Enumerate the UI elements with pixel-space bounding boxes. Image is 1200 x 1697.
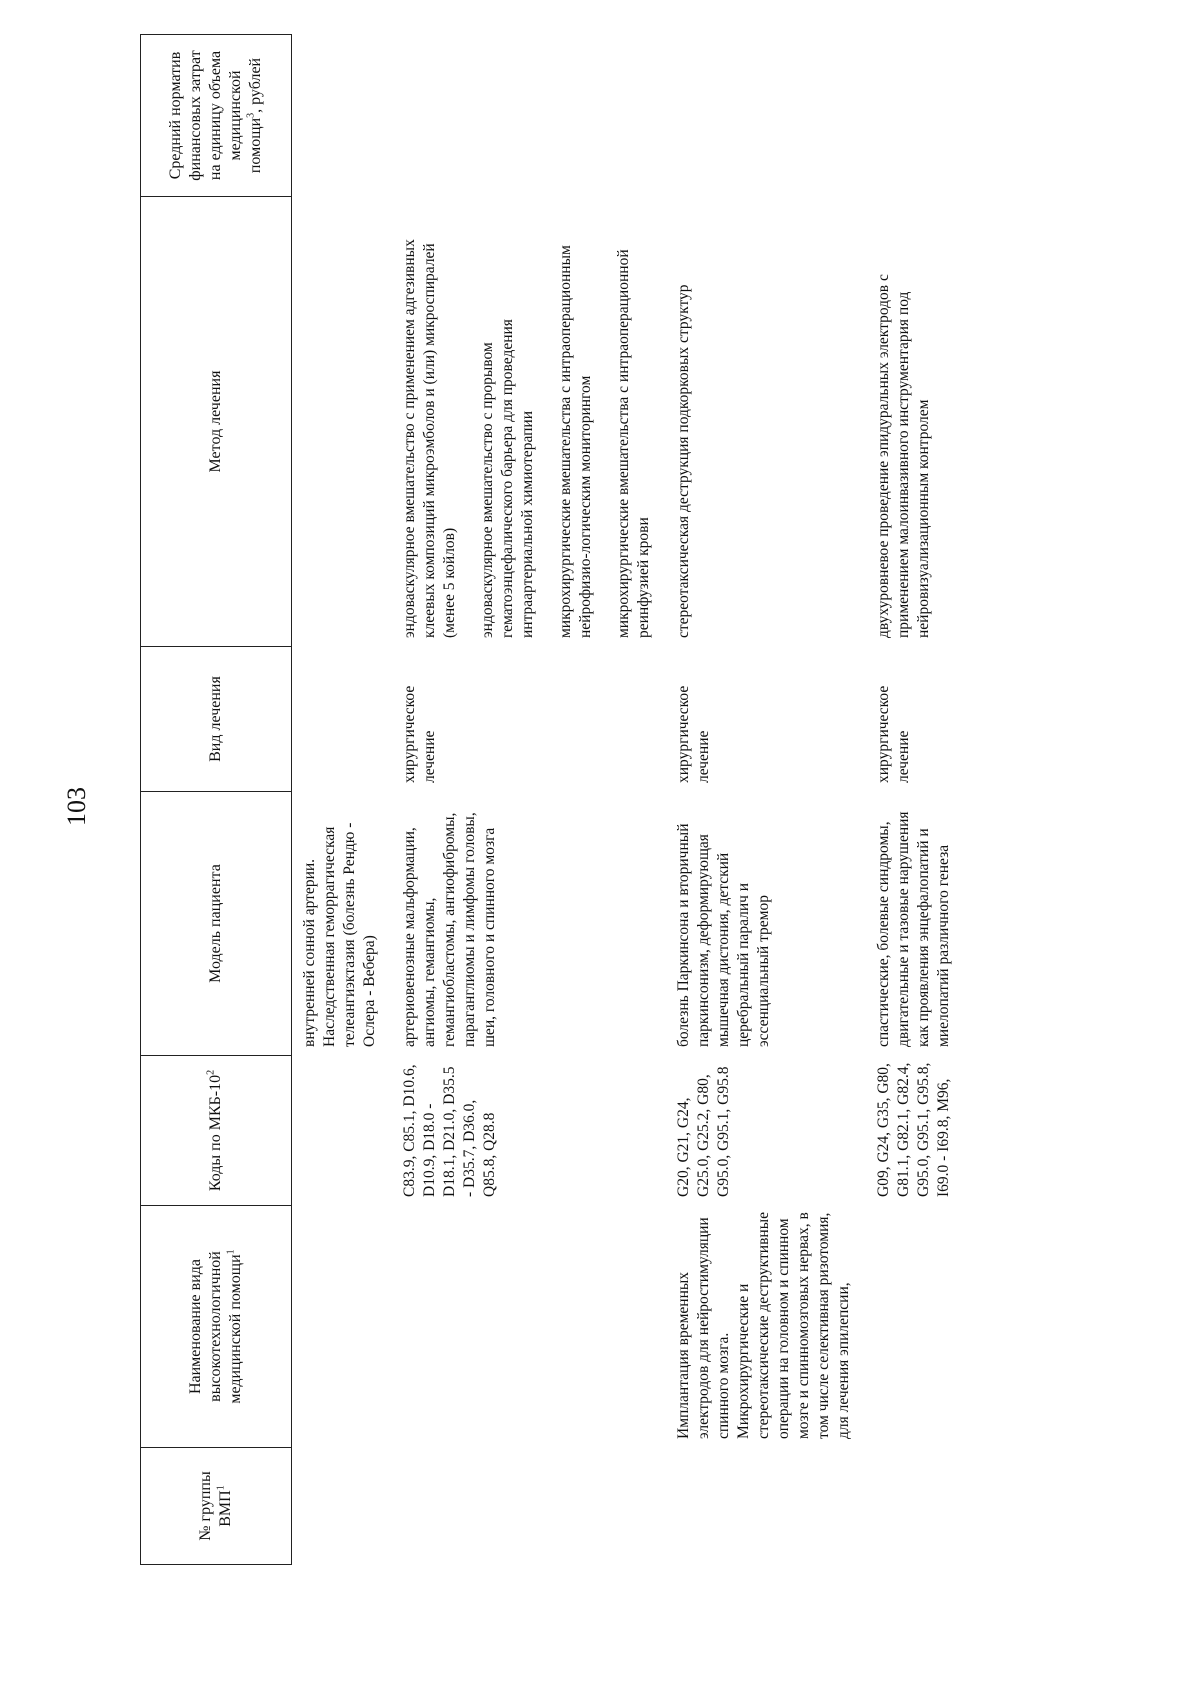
cell-group xyxy=(860,1448,960,1565)
cell-cost xyxy=(660,35,860,197)
cell-cost xyxy=(292,35,387,197)
cell-method xyxy=(860,197,960,647)
cell-name xyxy=(292,1206,387,1448)
header-cost-norm: Средний норматив финансовых затрат на единицу объема медицинской помощи$^3$, рублей xyxy=(141,35,292,197)
vmp-table xyxy=(140,34,960,1565)
header-treatment-method: Метод лечения xyxy=(141,197,292,647)
rotated-page-content xyxy=(140,35,1080,1565)
cell-treatment: хирургическое лечение xyxy=(875,685,912,783)
cell-model: внутренней сонной артерии. Наследственная геморрагическая телеангиэктазия (болезнь Рендю - Ослера - Вебера) xyxy=(301,822,378,1047)
cell-method xyxy=(386,197,660,647)
cell-name xyxy=(860,1206,960,1448)
cell-treatment: хирургическое лечение xyxy=(675,685,712,783)
table-row xyxy=(860,35,960,1565)
table-row xyxy=(292,35,387,1565)
table-row xyxy=(386,35,660,1565)
cell-name: Имплантация временных электродов для нейростимуляции спинного мозга. Микрохирургические и стереотаксические деструктивные операции на головном и спинном мозге и спинномозговых нервах, в том числе селективная ризотомия, для лечения эпилепсии, xyxy=(675,1212,852,1439)
method-item: микрохирургические вмешательства с интраоперационным нейрофизио-логическим мониторингом xyxy=(557,245,594,638)
method-item: микрохирургические вмешательства с интраоперационной реинфузией крови xyxy=(615,249,652,638)
cell-method xyxy=(292,197,387,647)
cell-model: артериовенозные мальформации, ангиомы, гемангиомы, гемангиобластомы, ангиофибромы, параганглиомы и лимфомы головы, шеи, головного и спинного мозга xyxy=(401,812,498,1047)
cell-treatment xyxy=(292,647,387,792)
cell-model: спастические, болевые синдромы, двигательные и тазовые нарушения как проявления энцефалопатий и миелопатий различного генеза xyxy=(875,811,952,1047)
cell-group xyxy=(386,1448,660,1565)
cell-treatment: хирургическое лечение xyxy=(401,685,438,783)
header-group-number: № группы ВМП$^1$ xyxy=(141,1448,292,1565)
page-number: 103 xyxy=(62,787,91,826)
method-item: эндоваскулярное вмешательство с прорывом гематоэнцефалического барьера для проведения интраартериальной химиотерапии xyxy=(479,319,536,638)
cell-model: болезнь Паркинсона и вторичный паркинсонизм, деформирующая мышечная дистония, детский церебральный паралич и эссенциальный тремор xyxy=(675,823,772,1047)
method-item: стереотаксическая деструкция подкорковых структур xyxy=(675,284,692,638)
cell-cost xyxy=(386,35,660,197)
method-item: эндоваскулярное вмешательство с применением адгезивных клеевых композиций микроэмболов и (или) микроспиралей (менее 5 койлов) xyxy=(401,239,458,638)
cell-name xyxy=(386,1206,660,1448)
header-icd-codes: Коды по МКБ-$10^2$ xyxy=(141,1056,292,1206)
cell-cost xyxy=(860,35,960,197)
cell-group xyxy=(292,1448,387,1565)
header-patient-model: Модель пациента xyxy=(141,792,292,1056)
table-row xyxy=(660,35,860,1565)
cell-codes: G09, G24, G35, G80, G81.1, G82.1, G82.4, G95.0, G95.1, G95.8, I69.0 - I69.8, M96, xyxy=(875,1062,952,1197)
method-item: двухуровневое проведение эпидуральных электродов с применением малоинвазивного инструментария под нейровизуализационным контролем xyxy=(875,274,932,638)
header-care-type: Наименование вида высокотехнологичной медицинской помощи$^1$ xyxy=(141,1206,292,1448)
header-treatment-type: Вид лечения xyxy=(141,647,292,792)
table-header xyxy=(141,35,292,1565)
cell-codes xyxy=(292,1056,387,1206)
cell-codes: C83.9, C85.1, D10.6, D10.9, D18.0 - D18.1, D21.0, D35.5 - D35.7, D36.0, Q85.8, Q28.8 xyxy=(401,1064,498,1197)
cell-method xyxy=(660,197,860,647)
cell-codes: G20, G21, G24, G25.0, G25.2, G80, G95.0, G95.1, G95.8 xyxy=(675,1066,732,1197)
cell-group xyxy=(660,1448,860,1565)
